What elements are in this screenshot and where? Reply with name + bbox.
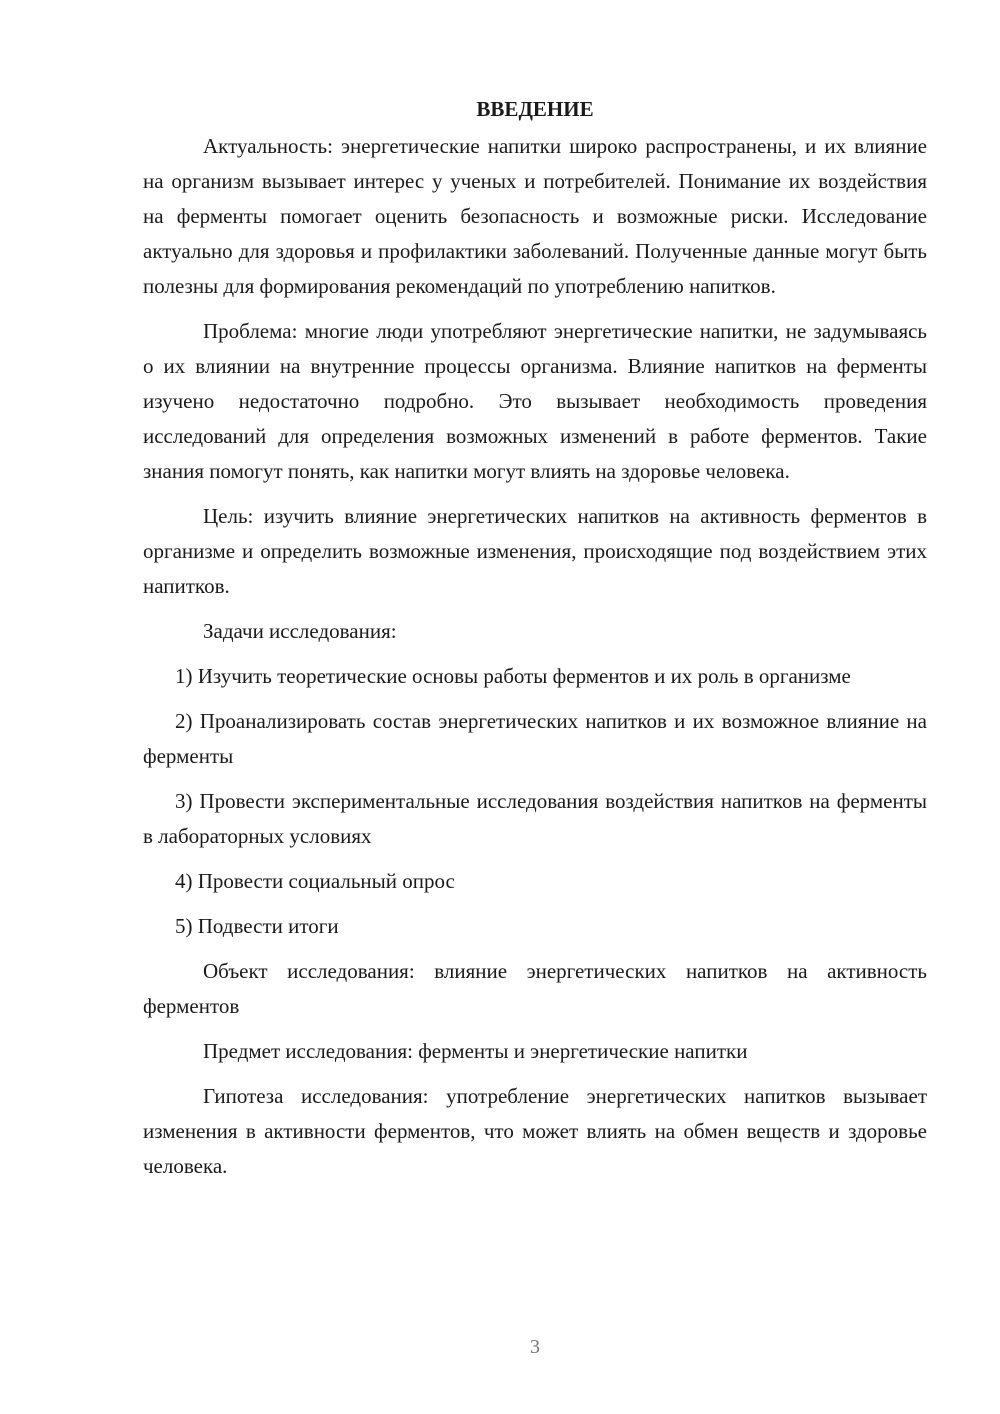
paragraph-hypothesis: Гипотеза исследования: употребление энергетических напитков вызывает изменения в активности ферментов, что может влиять на обмен веществ и здоровье человека.: [143, 1084, 927, 1178]
paragraph-problem: Проблема: многие люди употребляют энергетические напитки, не задумываясь о их влиянии на внутренние процессы организма. Влияние напитков на ферменты изучено недостаточно подробно. Это вызывает необходимость проведения исследований для определения возможных изменений в работе ферментов. Такие знания помогут понять, как напитки могут влиять на здоровье человека.: [143, 319, 927, 483]
document-body: [143, 92, 927, 1194]
paragraph-relevance: Актуальность: энергетические напитки широко распространены, и их влияние на организм вызывает интерес у ученых и потребителей. Понимание их воздействия на ферменты помогает оценить безопасность и возможные риски. Исследование актуально для здоровья и профилактики заболеваний. Полученные данные могут быть полезны для формирования рекомендаций по употреблению напитков.: [143, 134, 927, 298]
paragraph-goal: Цель: изучить влияние энергетических напитков на активность ферментов в организме и определить возможные изменения, происходящие под воздействием этих напитков.: [143, 504, 927, 598]
paragraph-object: Объект исследования: влияние энергетических напитков на активность ферментов: [143, 959, 927, 1018]
task-item-2: 2) Проанализировать состав энергетических напитков и их возможное влияние на ферменты: [143, 709, 927, 768]
section-title: ВВЕДЕНИЕ: [476, 97, 594, 121]
task-item-5: 5) Подвести итоги: [175, 914, 339, 938]
page-number: 3: [530, 1336, 540, 1358]
paragraph-subject: Предмет исследования: ферменты и энергетические напитки: [203, 1039, 748, 1063]
task-item-1: 1) Изучить теоретические основы работы ферментов и их роль в организме: [175, 664, 851, 688]
task-item-4: 4) Провести социальный опрос: [175, 869, 455, 893]
tasks-heading: Задачи исследования:: [203, 619, 397, 643]
task-item-3: 3) Провести экспериментальные исследования воздействия напитков на ферменты в лабораторных условиях: [143, 789, 927, 848]
